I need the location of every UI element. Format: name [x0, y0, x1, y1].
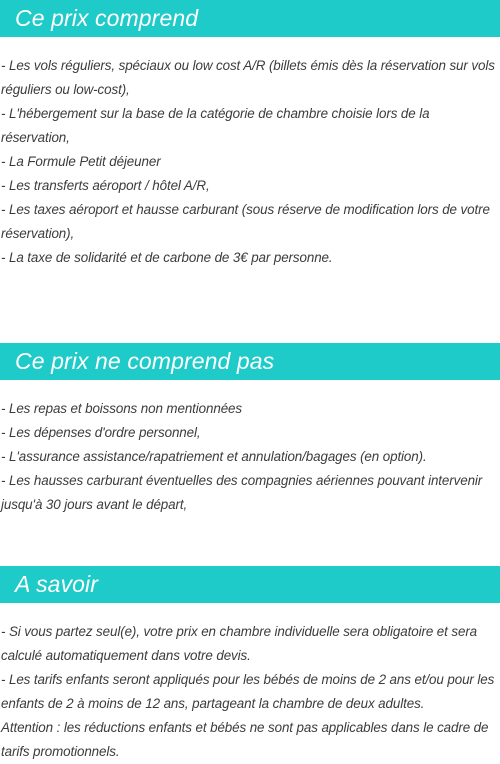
list-item: - Les dépenses d'ordre personnel,	[1, 425, 201, 440]
section-title-included: Ce prix comprend	[15, 5, 199, 31]
list-item: - La Formule Petit déjeuner	[1, 154, 161, 169]
good-to-know-list	[0, 620, 500, 764]
included-list	[0, 54, 500, 270]
list-item: - Les transferts aéroport / hôtel A/R,	[1, 178, 210, 193]
section-header-not-included	[0, 343, 500, 380]
list-item: Attention : les réductions enfants et bébés ne sont pas applicables dans le cadre de tarifs promotionnels.	[1, 720, 489, 759]
list-item: - Les tarifs enfants seront appliqués pour les bébés de moins de 2 ans et/ou pour les enfants de 2 à moins de 12 ans, partageant la chambre de deux adultes.	[1, 672, 495, 711]
section-header-included	[0, 0, 500, 37]
list-item: - Les hausses carburant éventuelles des compagnies aériennes pouvant intervenir jusqu'à 30 jours avant le départ,	[1, 473, 483, 512]
list-item: - Si vous partez seul(e), votre prix en chambre individuelle sera obligatoire et sera calculé automatiquement dans votre devis.	[1, 624, 478, 663]
list-item: - L'assurance assistance/rapatriement et annulation/bagages (en option).	[1, 449, 427, 464]
section-title-not-included: Ce prix ne comprend pas	[15, 348, 275, 374]
section-title-good-to-know: A savoir	[15, 571, 99, 597]
section-header-good-to-know	[0, 566, 500, 603]
list-item: - L'hébergement sur la base de la catégorie de chambre choisie lors de la réservation,	[1, 106, 430, 145]
list-item: - Les taxes aéroport et hausse carburant (sous réserve de modification lors de votre réservation),	[1, 202, 490, 241]
not-included-list	[0, 397, 500, 517]
list-item: - Les repas et boissons non mentionnées	[1, 401, 243, 416]
list-item: - Les vols réguliers, spéciaux ou low cost A/R (billets émis dès la réservation sur vols réguliers ou low-cost),	[1, 58, 495, 97]
list-item: - La taxe de solidarité et de carbone de 3€ par personne.	[1, 250, 333, 265]
